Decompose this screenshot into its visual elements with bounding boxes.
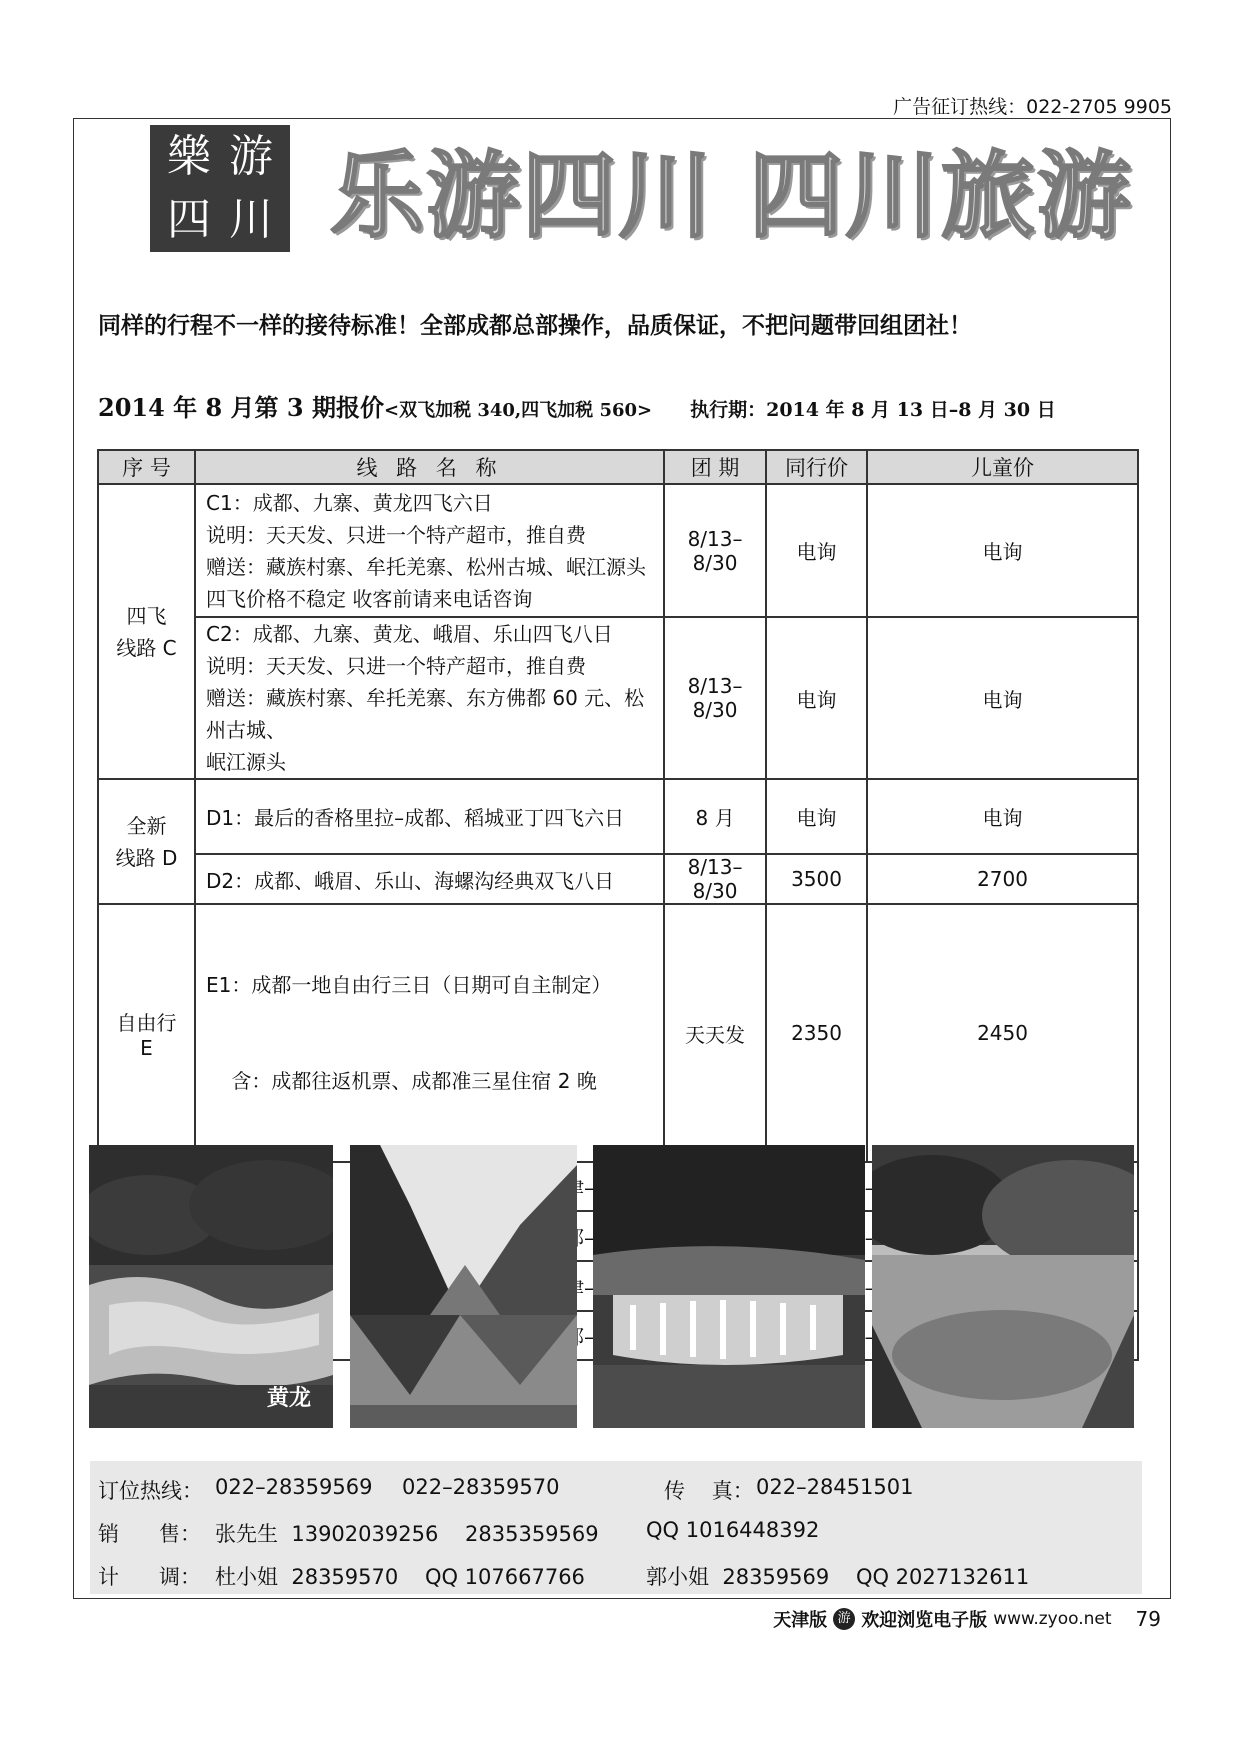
route-line: 说明：天天发、只进一个特产超市，推自费 xyxy=(206,654,586,678)
route-line: C1：成都、九寨、黄龙四飞六日 xyxy=(206,490,493,515)
logo-char: 川 xyxy=(229,194,273,246)
table-row xyxy=(98,484,1138,617)
edition-label: 天津版 xyxy=(773,1610,828,1631)
photo-lake-valley xyxy=(350,1145,577,1428)
child-price: 电询 xyxy=(867,484,1138,617)
tour-date: 天天发 xyxy=(664,904,766,1162)
sales-qq: QQ 1016448392 xyxy=(646,1518,820,1542)
peer-price: 电询 xyxy=(766,779,867,854)
flight-info: 天津–成都 22:55–01:50 xyxy=(533,1261,1138,1311)
col-number: 序 号 xyxy=(98,450,195,484)
table-row xyxy=(98,904,1138,1162)
photo-reflection-lake xyxy=(872,1145,1134,1428)
table-row xyxy=(98,854,1138,904)
tour-date: 8 月 xyxy=(664,779,766,854)
group-free: 自由行 E xyxy=(98,904,195,1162)
tour-date: 8/13–8/30 xyxy=(664,484,766,617)
photo-caption: 黄龙 xyxy=(266,1385,311,1411)
period-main: 2014 年 8 月第 3 期报价 xyxy=(98,393,384,422)
slogan: 同样的行程不一样的接待标准！全部成都总部操作，品质保证，不把问题带回组团社！ xyxy=(98,313,972,339)
fax-label: 传 真： xyxy=(664,1479,754,1503)
route-line: 赠送：藏族村寨、牟托羌寨、东方佛都 60 元、松州古城、 xyxy=(206,686,645,742)
planner-contact-1: 杜小姐 28359570 QQ 107667766 xyxy=(215,1565,585,1589)
tour-date: 8/13–8/30 xyxy=(664,617,766,779)
child-price: 电询 xyxy=(867,617,1138,779)
group-four-fly: 四飞 线路 C xyxy=(98,484,195,779)
col-dates: 团 期 xyxy=(664,450,766,484)
route-line: E1：成都一地自由行三日（日期可自主制定） xyxy=(206,973,612,997)
peer-price: 3500 xyxy=(766,854,867,904)
booking-phone-2[interactable]: 022–28359570 xyxy=(402,1475,560,1499)
planner-label: 计 调： xyxy=(98,1565,202,1589)
tax-note: <双飞加税 340,四飞加税 560> xyxy=(383,400,653,421)
route-c1 xyxy=(195,484,664,617)
period-line xyxy=(98,388,1056,423)
brand-badge-icon: 游 xyxy=(833,1608,855,1630)
route-c2 xyxy=(195,617,664,779)
route-d2: D2：成都、峨眉、乐山、海螺沟经典双飞八日 xyxy=(195,854,664,904)
col-child-price: 儿童价 xyxy=(867,450,1138,484)
child-price: 电询 xyxy=(867,779,1138,854)
peer-price: 电询 xyxy=(766,617,867,779)
route-line: 四飞价格不稳定 收客前请来电话咨询 xyxy=(206,586,533,611)
contact-block xyxy=(90,1461,1142,1594)
sales-contact: 张先生 13902039256 2835359569 xyxy=(215,1522,599,1546)
booking-label: 订位热线： xyxy=(98,1479,203,1503)
footer xyxy=(773,1606,1161,1632)
table-row xyxy=(98,617,1138,779)
main-title: 乐游四川 四川旅游 xyxy=(330,142,1133,251)
site-link[interactable]: www.zyoo.net xyxy=(993,1609,1112,1629)
peer-price: 电询 xyxy=(766,484,867,617)
fax-number[interactable]: 022–28451501 xyxy=(756,1475,914,1499)
route-e1 xyxy=(195,904,664,1162)
ad-hotline: 广告征订热线：022-2705 9905 xyxy=(893,96,1172,118)
logo-char: 樂 xyxy=(167,130,211,182)
route-line: 岷江源头 xyxy=(206,750,286,774)
booking-phone-1[interactable]: 022–28359569 xyxy=(215,1475,373,1499)
photo-huanglong xyxy=(89,1145,333,1428)
tour-date: 8/13–8/30 xyxy=(664,854,766,904)
welcome-text: 欢迎浏览电子版 xyxy=(861,1610,988,1631)
child-price: 2700 xyxy=(867,854,1138,904)
page-number: 79 xyxy=(1135,1607,1161,1631)
table-header xyxy=(98,450,1138,484)
route-d1: D1：最后的香格里拉–成都、稻城亚丁四飞六日 xyxy=(195,779,664,854)
sales-label: 销 售： xyxy=(98,1522,202,1546)
col-route-name: 线 路 名 称 xyxy=(195,450,664,484)
group-new-route: 全新 线路 D xyxy=(98,779,195,904)
table-row xyxy=(98,779,1138,854)
photo-waterfall xyxy=(593,1145,865,1428)
peer-price: 2350 xyxy=(766,904,867,1162)
execution-period: 执行期：2014 年 8 月 13 日–8 月 30 日 xyxy=(690,399,1056,421)
route-line: C2：成都、九寨、黄龙、峨眉、乐山四飞八日 xyxy=(206,622,613,646)
logo-char: 游 xyxy=(229,130,273,182)
planner-contact-2: 郭小姐 28359569 QQ 2027132611 xyxy=(646,1565,1030,1589)
route-line: 说明：天天发、只进一个特产超市，推自费 xyxy=(206,522,586,547)
route-line: 含：成都往返机票、成都准三星住宿 2 晚 xyxy=(206,1069,597,1093)
logo-char: 四 xyxy=(167,194,211,246)
flight-info: 成都–天津 19:05–21:40 xyxy=(533,1211,1138,1261)
child-price: 2450 xyxy=(867,904,1138,1162)
flight-info: 成都–天津 19:20–21:50 xyxy=(533,1311,1138,1360)
flight-info: 天津–成都 xyxy=(533,1162,1138,1211)
footer-rule xyxy=(73,1598,1171,1599)
logo xyxy=(150,125,290,252)
col-peer-price: 同行价 xyxy=(766,450,867,484)
route-line: 赠送：藏族村寨、牟托羌寨、松州古城、岷江源头 xyxy=(206,554,646,579)
